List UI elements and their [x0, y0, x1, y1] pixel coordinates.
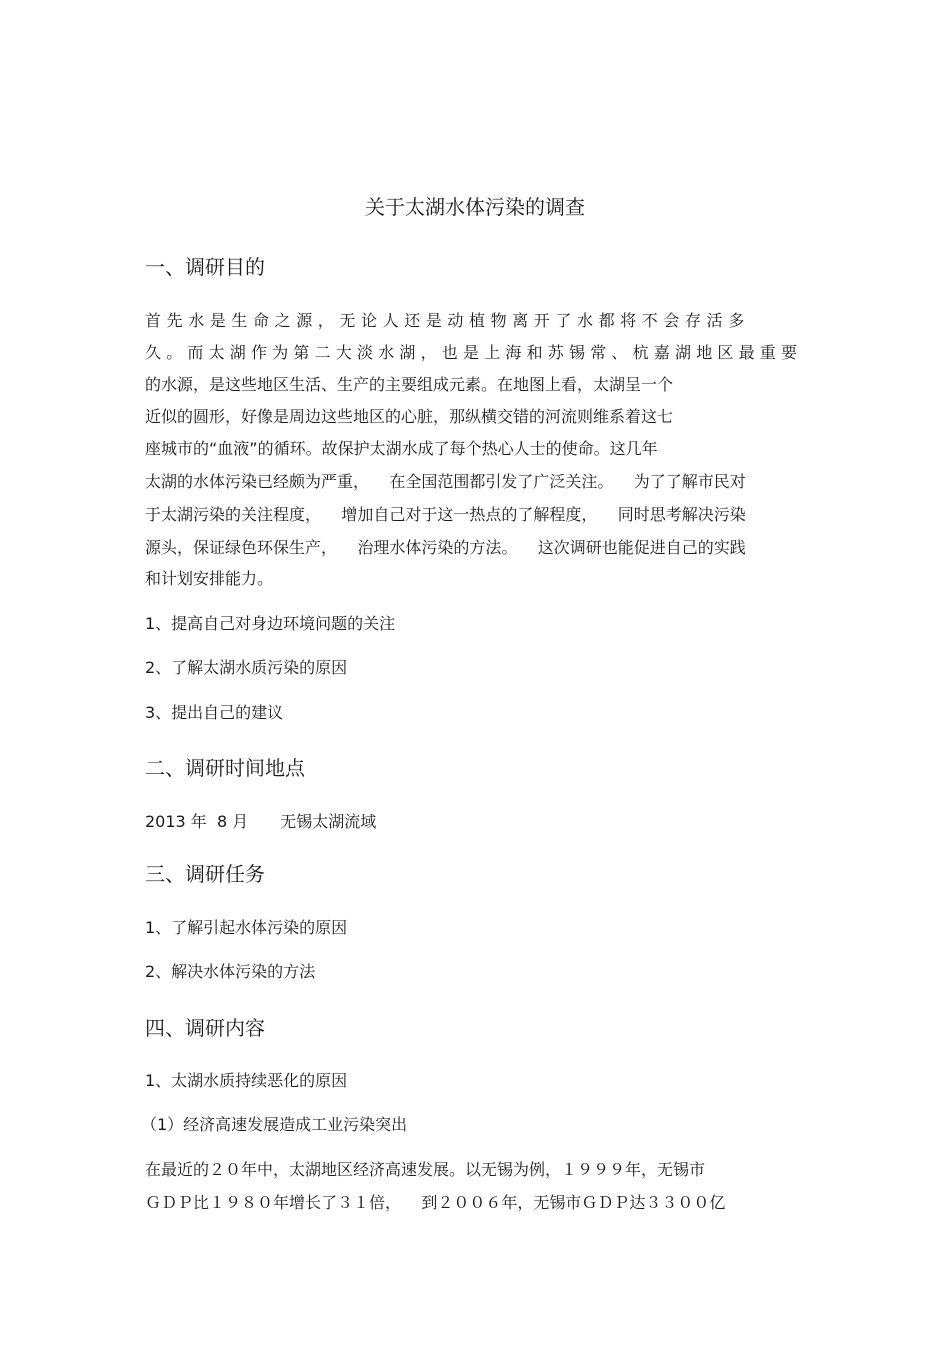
paragraph-line: ＧＤＰ比１９８０年增长了３１倍， 到２００６年，无锡市ＧＤＰ达３３００亿: [145, 1193, 726, 1212]
subheading: （1）经济高速发展造成工业污染突出: [141, 1115, 408, 1134]
paragraph-line: 近似的圆形，好像是周边这些地区的心脏，那纵横交错的河流则维系着这七: [145, 407, 674, 426]
survey-place: 无锡太湖流域: [280, 812, 377, 831]
paragraph-line: 于太湖污染的关注程度， 增加自己对于这一热点的了解程度， 同时思考解决污染: [145, 505, 746, 524]
list-item: 3、提出自己的建议: [145, 703, 284, 722]
paragraph-line: 源头，保证绿色环保生产， 治理水体污染的方法。 这次调研也能促进自己的实践: [145, 538, 746, 557]
paragraph-line: 的水源，是这些地区生活、生产的主要组成元素。在地图上看，太湖呈一个: [145, 375, 674, 394]
paragraph-line: 久。而太湖作为第二大淡水湖，也是上海和苏锡常、杭嘉湖地区最重要: [145, 343, 803, 362]
paragraph-line: 座城市的“血液”的循环。故保护太湖水成了每个热心人士的使命。这几年: [145, 439, 658, 458]
list-item: 1、了解引起水体污染的原因: [145, 918, 348, 937]
survey-date: 2013 年 8 月: [145, 812, 249, 831]
section-heading-time-place: 二、调研时间地点: [145, 756, 305, 780]
section-heading-content: 四、调研内容: [145, 1016, 265, 1040]
list-item: 1、提高自己对身边环境问题的关注: [145, 614, 396, 633]
paragraph-line: 首先水是生命之源，无论人还是动植物离开了水都将不会存活多: [145, 311, 750, 330]
list-item: 2、解决水体污染的方法: [145, 962, 316, 981]
paragraph-line: 太湖的水体污染已经颇为严重， 在全国范围都引发了广泛关注。 为了了解市民对: [145, 472, 746, 491]
list-item: 2、了解太湖水质污染的原因: [145, 658, 348, 677]
paragraph-line: 和计划安排能力。: [145, 569, 274, 588]
paragraph-line: 在最近的２０年中，太湖地区经济高速发展。以无锡为例，１９９９年，无锡市: [145, 1160, 706, 1179]
subheading: 1、太湖水质持续恶化的原因: [145, 1071, 348, 1090]
section-heading-tasks: 三、调研任务: [145, 862, 265, 886]
section-heading-purpose: 一、调研目的: [145, 255, 265, 279]
survey-date-place: [145, 810, 376, 834]
document-title: 关于太湖水体污染的调查: [365, 195, 585, 219]
